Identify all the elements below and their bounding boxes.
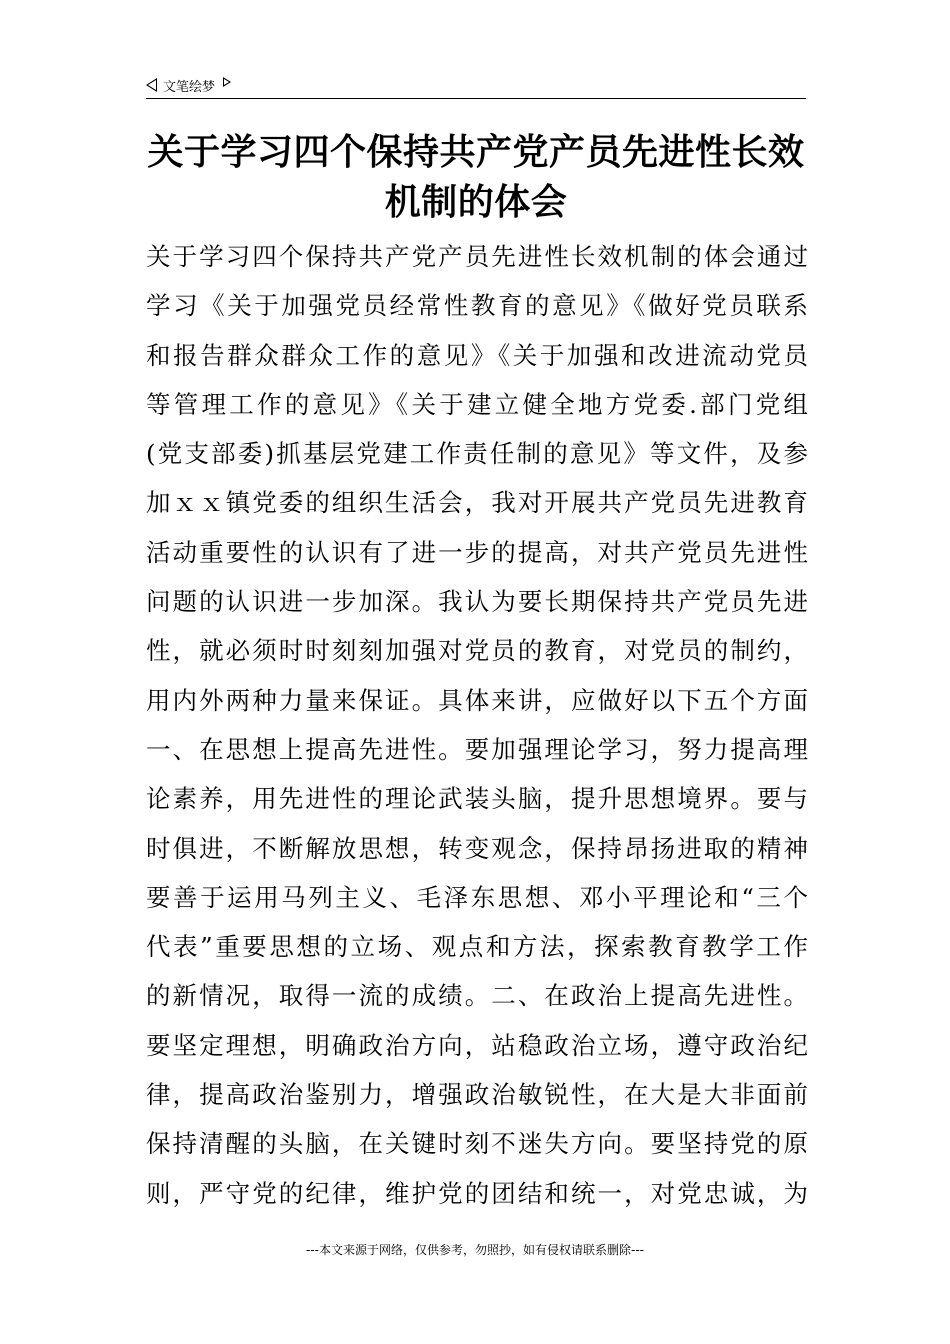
- document-body: [146, 232, 808, 1218]
- body-line: 的新情况，取得一流的成绩。二、在政治上提高先进性。: [146, 981, 808, 1011]
- body-line: 律，提高政治鉴别力，增强政治敏锐性，在大是大非面前: [146, 1080, 808, 1110]
- document-title: 关于学习四个保持共产党产员先进性长效机制的体会: [147, 132, 805, 223]
- right-triangle-icon: [223, 77, 231, 87]
- body-line: 时俱进，不断解放思想，转变观念，保持昂扬进取的精神: [146, 833, 808, 863]
- footer-notice: ---本文来源于网络，仅供参考，勿照抄，如有侵权请联系删除---: [306, 1243, 644, 1257]
- body-line: 活动重要性的认识有了进一步的提高，对共产党员先进性: [146, 537, 808, 567]
- body-line: 和报告群众群众工作的意见》《关于加强和改进流动党员: [146, 340, 808, 370]
- body-line: 论素养，用先进性的理论武装头脑，提升思想境界。要与: [146, 784, 808, 814]
- body-line: (党支部委)抓基层党建工作责任制的意见》等文件，及参: [146, 439, 808, 469]
- body-line: 关于学习四个保持共产党产员先进性长效机制的体会通过: [146, 242, 808, 271]
- header-divider: [146, 98, 806, 99]
- body-line: 要善于运用马列主义、毛泽东思想、邓小平理论和“三个: [146, 882, 808, 912]
- document-header: [146, 74, 806, 96]
- left-triangle-icon: [146, 78, 157, 92]
- body-line: 问题的认识进一步加深。我认为要长期保持共产党员先进: [146, 587, 808, 617]
- body-line: 等管理工作的意见》《关于建立健全地方党委.部门党组: [146, 389, 808, 419]
- body-line: 一、在思想上提高先进性。要加强理论学习，努力提高理: [146, 734, 808, 764]
- body-line: 学习《关于加强党员经常性教育的意见》《做好党员联系: [146, 291, 808, 321]
- body-line: 要坚定理想，明确政治方向，站稳政治立场，遵守政治纪: [146, 1030, 808, 1060]
- body-line: 用内外两种力量来保证。具体来讲，应做好以下五个方面: [146, 685, 808, 715]
- body-line: 保持清醒的头脑，在关键时刻不迷失方向。要坚持党的原: [146, 1129, 808, 1159]
- header-label: 文笔绘梦: [163, 79, 216, 95]
- body-line: 性，就必须时时刻刻加强对党员的教育，对党员的制约，: [146, 636, 808, 666]
- body-line: 则，严守党的纪律，维护党的团结和统一，对党忠诚，为: [146, 1178, 808, 1208]
- body-line: 代表”重要思想的立场、观点和方法，探索教育教学工作: [146, 932, 808, 962]
- body-line: 加ｘｘ镇党委的组织生活会，我对开展共产党员先进教育: [146, 488, 808, 518]
